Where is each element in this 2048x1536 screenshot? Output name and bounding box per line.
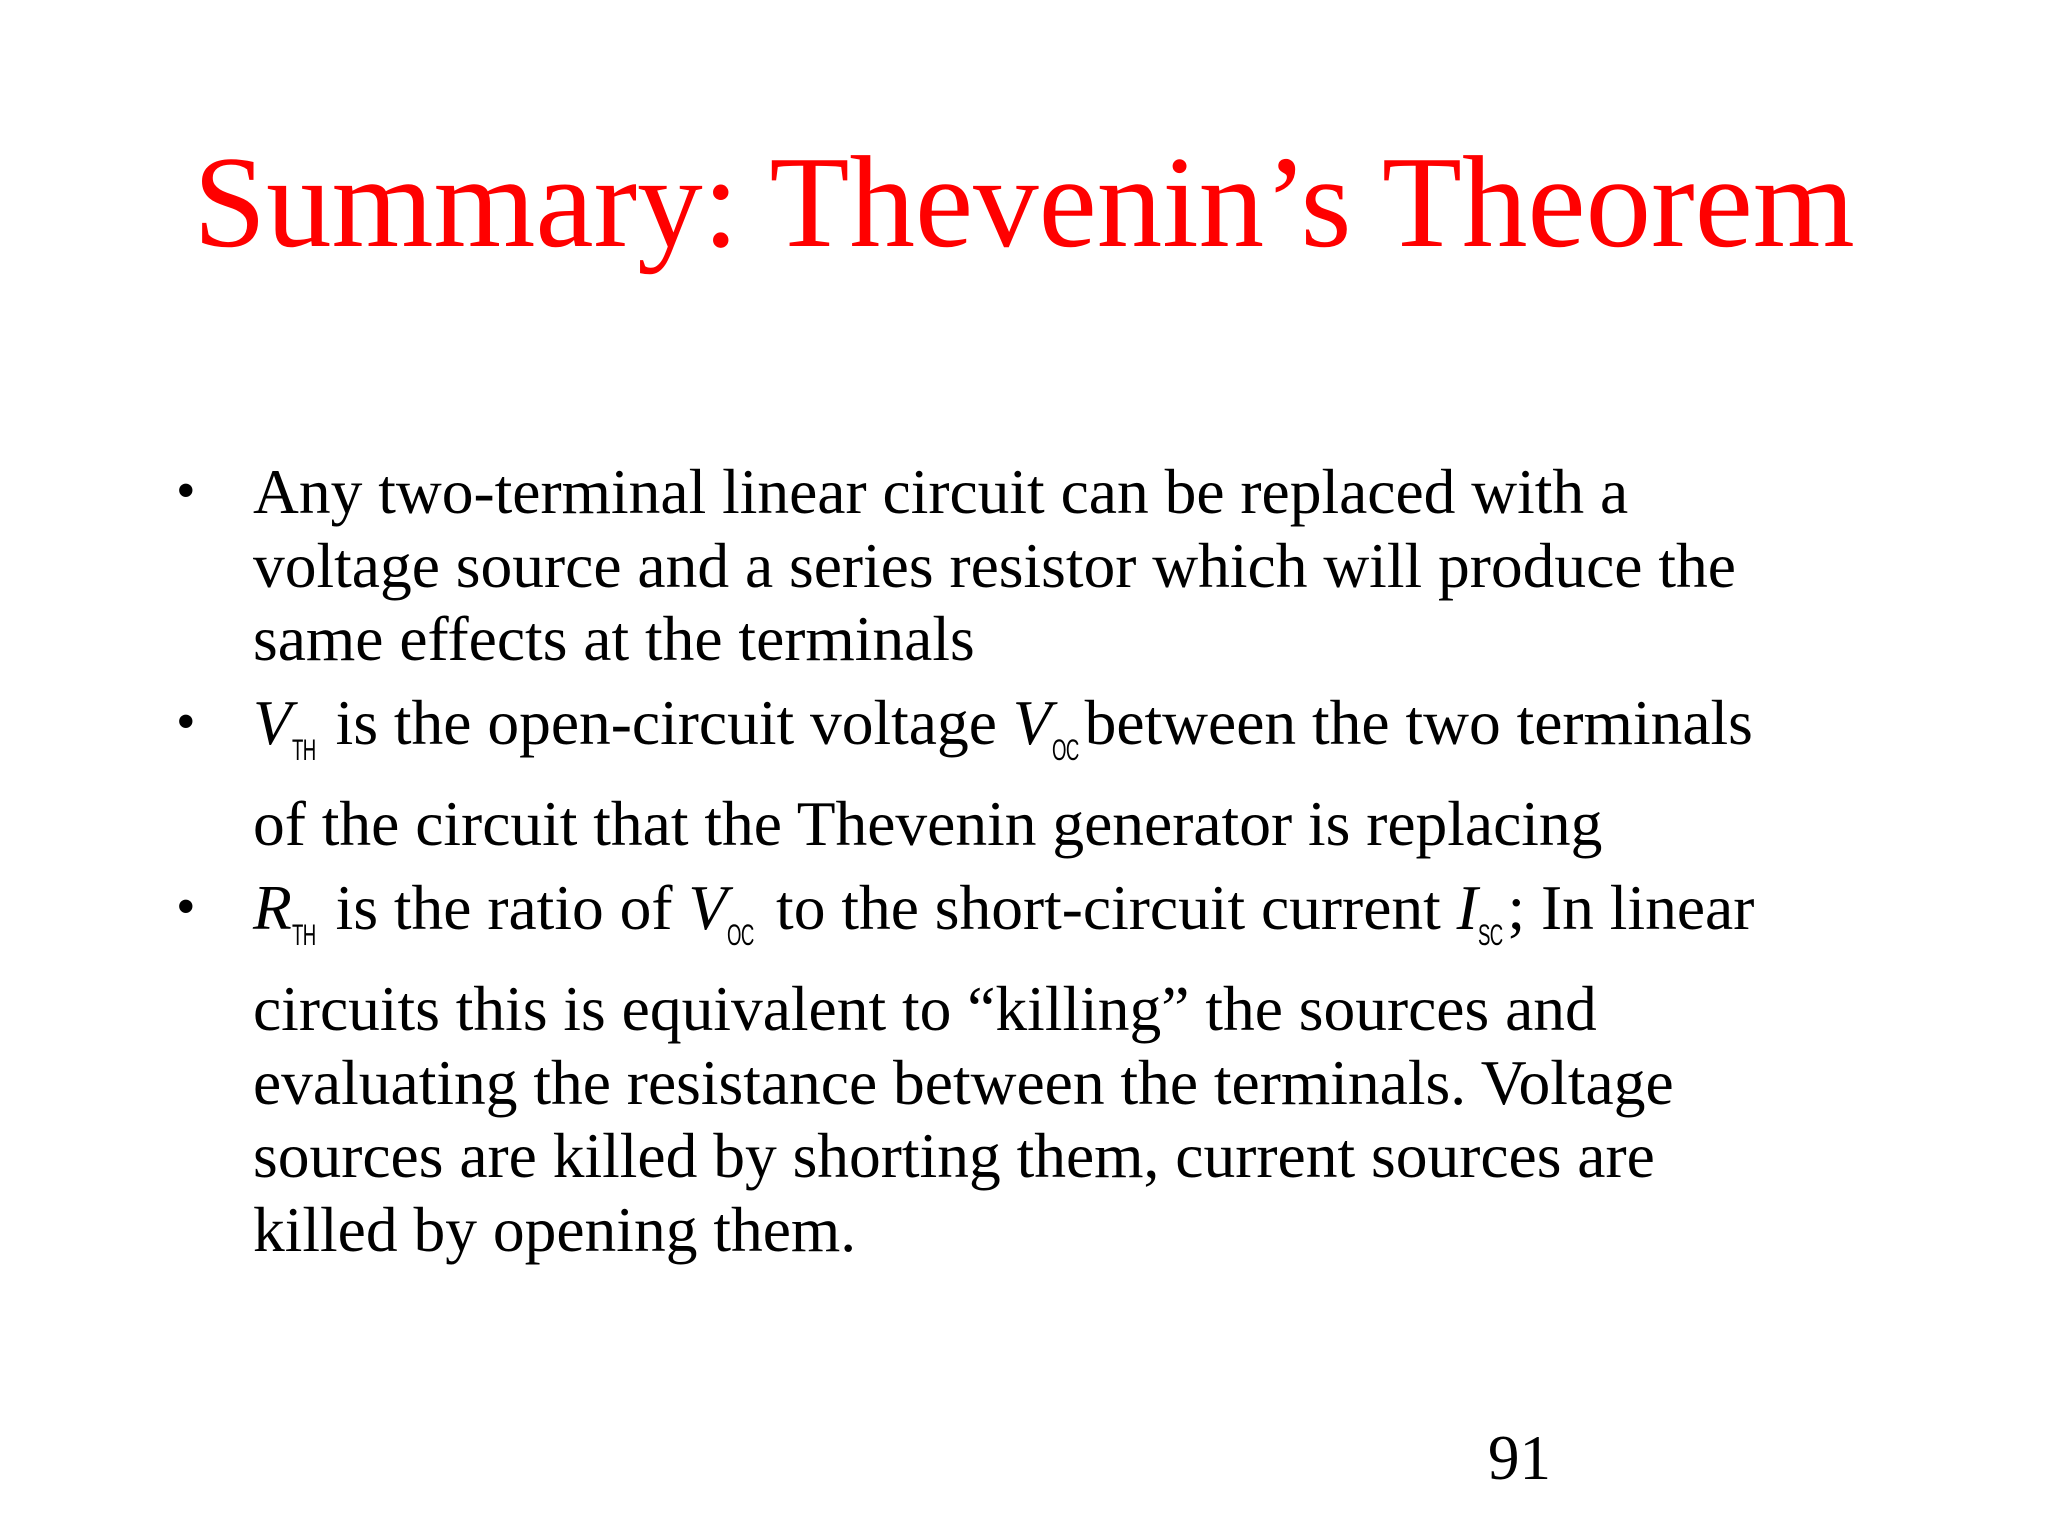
bullet-3-line-5: killed by opening them. — [253, 1193, 857, 1265]
bullet-item-2 — [170, 686, 1910, 861]
page-number: 91 — [1488, 1423, 1551, 1493]
bullet-icon: • — [176, 690, 196, 753]
bullet-2-text-b: between the two terminals — [1084, 686, 1753, 758]
subscript-th: TH — [291, 733, 316, 767]
subscript-oc: OC — [727, 918, 754, 952]
bullet-2-line-2: of the circuit that the Thevenin generator is replacing — [253, 788, 1603, 859]
symbol-i-sc: I — [1456, 871, 1478, 943]
bullet-3-text-c: ; In linear — [1507, 871, 1755, 943]
bullet-3-line-3: evaluating the resistance between the terminals. Voltage — [253, 1046, 1674, 1118]
bullet-1-line-2: voltage source and a series resistor which will produce the — [253, 529, 1736, 601]
slide-title: Summary: Thevenin’s Theorem — [193, 130, 1855, 275]
bullet-list — [170, 455, 1910, 1266]
subscript-oc: OC — [1051, 733, 1079, 767]
symbol-r-th: R — [253, 871, 292, 943]
bullet-item-3 — [170, 871, 1910, 1267]
bullet-1-line-3: same effects at the terminals — [253, 603, 975, 674]
bullet-3-text-b: to the short-circuit current — [760, 871, 1457, 943]
bullet-icon: • — [176, 875, 196, 938]
subscript-sc: SC — [1477, 918, 1503, 952]
bullet-2-line-1 — [253, 686, 1910, 788]
symbol-v-th: V — [253, 686, 292, 758]
bullet-3-line-1 — [253, 871, 1910, 973]
subscript-th: TH — [291, 918, 316, 952]
bullet-item-1 — [170, 455, 1910, 676]
bullet-icon: • — [176, 460, 196, 522]
bullet-3-text-a: is the ratio of — [319, 871, 689, 943]
bullet-1-line-1: Any two-terminal linear circuit can be replaced with a — [253, 456, 1629, 527]
bullet-2-text-a: is the open-circuit voltage — [319, 686, 1013, 758]
symbol-v-oc: V — [688, 871, 728, 943]
bullet-3-line-4: sources are killed by shorting them, current sources are — [253, 1120, 1655, 1191]
symbol-v-oc: V — [1012, 686, 1052, 758]
bullet-3-line-2: circuits this is equivalent to “killing” the sources and — [253, 973, 1597, 1044]
